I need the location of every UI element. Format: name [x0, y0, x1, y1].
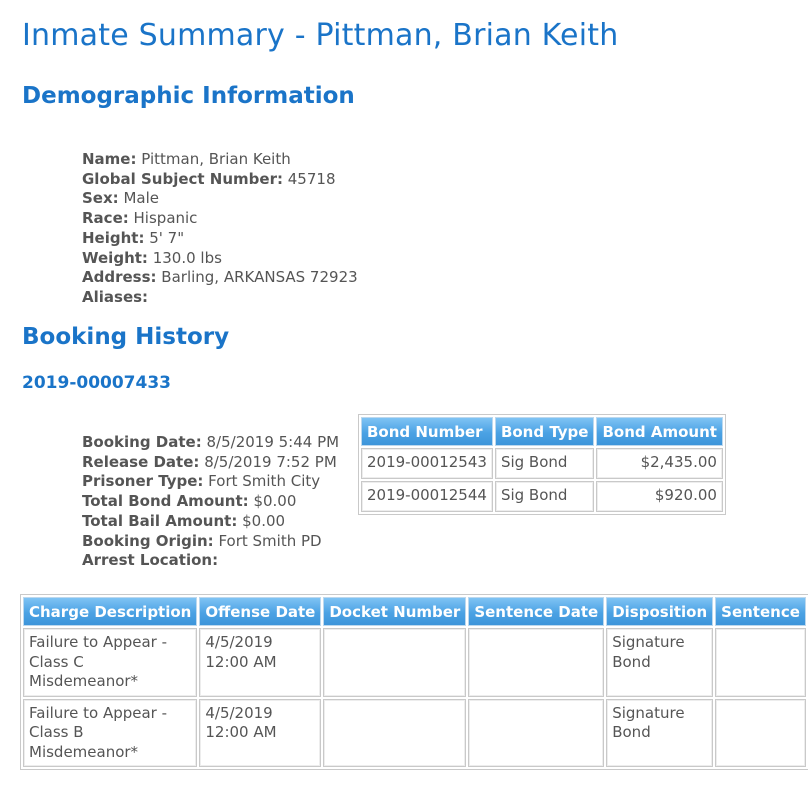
charge-table — [20, 594, 808, 770]
field-booking-date: Booking Date: 8/5/2019 5:44 PM — [82, 433, 340, 451]
field-race: Race: Hispanic — [82, 209, 198, 228]
charge-row — [23, 628, 806, 697]
bond-row — [361, 448, 723, 479]
field-release-date: Release Date: 8/5/2019 7:52 PM — [82, 452, 337, 471]
sentence-cell — [715, 628, 806, 697]
booking-number: 2019-00007433 — [22, 373, 171, 393]
bond-amount-cell: $920.00 — [596, 481, 722, 512]
bond-number-header: Bond Number — [361, 417, 493, 446]
bond-number-cell: 2019-00012543 — [361, 448, 493, 479]
charge-description-cell: Failure to Appear - Class C Misdemeanor* — [23, 628, 197, 697]
disposition-cell: Signature Bond — [606, 699, 713, 768]
bond-row — [361, 481, 723, 512]
sentence-header: Sentence — [715, 597, 806, 626]
sentence-cell — [715, 699, 806, 768]
field-name: Name: Pittman, Brian Keith — [82, 150, 291, 168]
offense-date-cell: 4/5/2019 12:00 AM — [199, 628, 321, 697]
charge-description-cell: Failure to Appear - Class B Misdemeanor* — [23, 699, 197, 768]
field-arrest-location: Arrest Location: — [82, 551, 219, 570]
booking-history-heading: Booking History — [22, 324, 230, 350]
charge-header-row — [23, 597, 806, 626]
sentence-date-cell — [468, 628, 604, 697]
field-total-bond-amount: Total Bond Amount: $0.00 — [82, 492, 297, 511]
page-title: Inmate Summary - Pittman, Brian Keith — [22, 18, 619, 53]
disposition-header: Disposition — [606, 597, 713, 626]
offense-date-header: Offense Date — [199, 597, 321, 626]
field-booking-origin: Booking Origin: Fort Smith PD — [82, 531, 322, 550]
docket-number-header: Docket Number — [323, 597, 466, 626]
charge-description-header: Charge Description — [23, 597, 197, 626]
field-global-subject-number: Global Subject Number: 45718 — [82, 169, 336, 188]
offense-date-cell: 4/5/2019 12:00 AM — [199, 699, 321, 768]
disposition-cell: Signature Bond — [606, 628, 713, 697]
bond-header-row — [361, 417, 723, 446]
sentence-date-header: Sentence Date — [468, 597, 604, 626]
field-aliases: Aliases: — [82, 287, 149, 306]
docket-number-cell — [323, 628, 466, 697]
field-total-bail-amount: Total Bail Amount: $0.00 — [82, 511, 286, 530]
field-prisoner-type: Prisoner Type: Fort Smith City — [82, 472, 321, 491]
charge-row — [23, 699, 806, 768]
field-weight: Weight: 130.0 lbs — [82, 248, 222, 267]
sentence-date-cell — [468, 699, 604, 768]
bond-type-cell: Sig Bond — [495, 448, 595, 479]
booking-fields — [82, 433, 339, 571]
bond-table — [358, 414, 726, 515]
demographic-fields — [82, 150, 358, 308]
demographic-heading: Demographic Information — [22, 83, 355, 109]
bond-amount-cell: $2,435.00 — [596, 448, 722, 479]
field-address: Address: Barling, ARKANSAS 72923 — [82, 268, 358, 287]
docket-number-cell — [323, 699, 466, 768]
field-height: Height: 5' 7" — [82, 228, 185, 247]
bond-amount-header: Bond Amount — [596, 417, 722, 446]
bond-type-cell: Sig Bond — [495, 481, 595, 512]
field-sex: Sex: Male — [82, 189, 159, 208]
bond-type-header: Bond Type — [495, 417, 595, 446]
bond-number-cell: 2019-00012544 — [361, 481, 493, 512]
